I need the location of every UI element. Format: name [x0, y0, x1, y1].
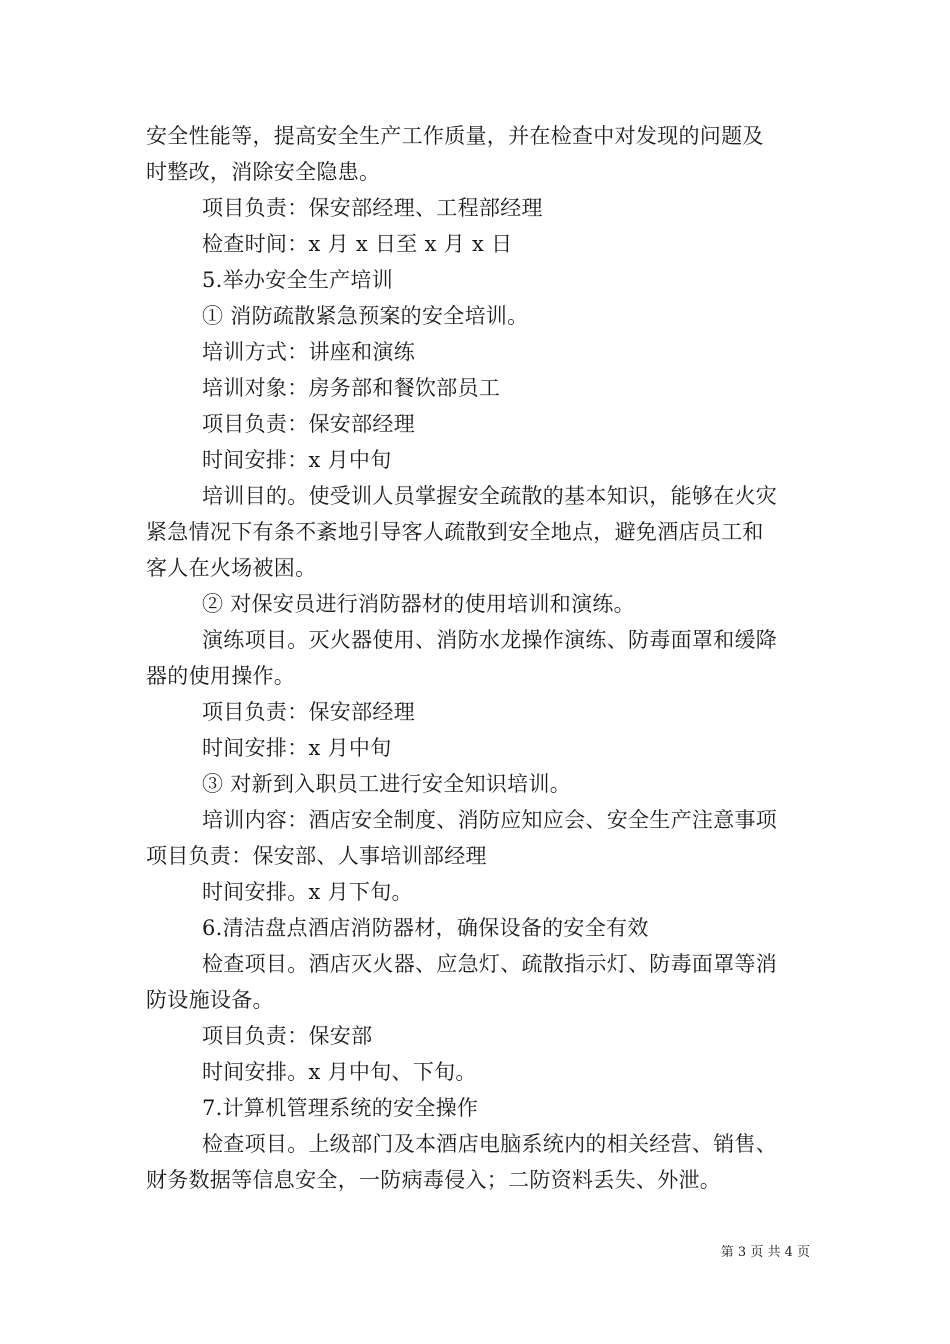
- text-line: 培训对象：房务部和餐饮部员工: [202, 376, 501, 400]
- text-line: 项目负责：保安部经理、工程部经理: [202, 196, 543, 220]
- text-line: 6.清洁盘点酒店消防器材，确保设备的安全有效: [202, 916, 649, 940]
- text-line: 财务数据等信息安全，一防病毒侵入；二防资料丢失、外泄。: [146, 1168, 722, 1192]
- text-line: 项目负责：保安部经理: [202, 700, 415, 724]
- text-line: 检查项目。酒店灭火器、应急灯、疏散指示灯、防毒面罩等消: [202, 952, 778, 976]
- text-line: 项目负责：保安部、人事培训部经理: [146, 844, 487, 868]
- text-line: 检查项目。上级部门及本酒店电脑系统内的相关经营、销售、: [202, 1132, 778, 1156]
- page-number: 第 3 页 共 4 页: [720, 1245, 810, 1260]
- text-line: 培训内容：酒店安全制度、消防应知应会、安全生产注意事项: [202, 808, 778, 832]
- text-line: 项目负责：保安部: [202, 1024, 373, 1048]
- text-line: ③ 对新到入职员工进行安全知识培训。: [202, 772, 572, 796]
- text-line: ① 消防疏散紧急预案的安全培训。: [202, 304, 529, 328]
- text-line: 培训方式：讲座和演练: [202, 340, 415, 364]
- text-line: 演练项目。灭火器使用、消防水龙操作演练、防毒面罩和缓降: [202, 628, 778, 652]
- text-line: 时整改，消除安全隐患。: [146, 160, 381, 184]
- text-line: 防设施设备。: [146, 988, 274, 1012]
- text-line: 客人在火场被困。: [146, 556, 317, 580]
- text-line: 时间安排：x 月中旬: [202, 448, 392, 472]
- text-line: ② 对保安员进行消防器材的使用培训和演练。: [202, 592, 635, 616]
- document-body: [146, 118, 806, 1198]
- text-line: 器的使用操作。: [146, 664, 296, 688]
- text-line: 培训目的。使受训人员掌握安全疏散的基本知识，能够在火灾: [202, 484, 778, 508]
- text-line: 安全性能等，提高安全生产工作质量，并在检查中对发现的问题及: [146, 124, 764, 148]
- text-line: 时间安排。x 月中旬、下旬。: [202, 1060, 477, 1084]
- text-line: 紧急情况下有条不紊地引导客人疏散到安全地点，避免酒店员工和: [146, 520, 764, 544]
- text-line: 检查时间：x 月 x 日至 x 月 x 日: [202, 232, 513, 256]
- text-line: 项目负责：保安部经理: [202, 412, 415, 436]
- text-line: 5.举办安全生产培训: [202, 268, 394, 292]
- text-line: 时间安排。x 月下旬。: [202, 880, 413, 904]
- text-line: 时间安排：x 月中旬: [202, 736, 392, 760]
- text-line: 7.计算机管理系统的安全操作: [202, 1096, 479, 1120]
